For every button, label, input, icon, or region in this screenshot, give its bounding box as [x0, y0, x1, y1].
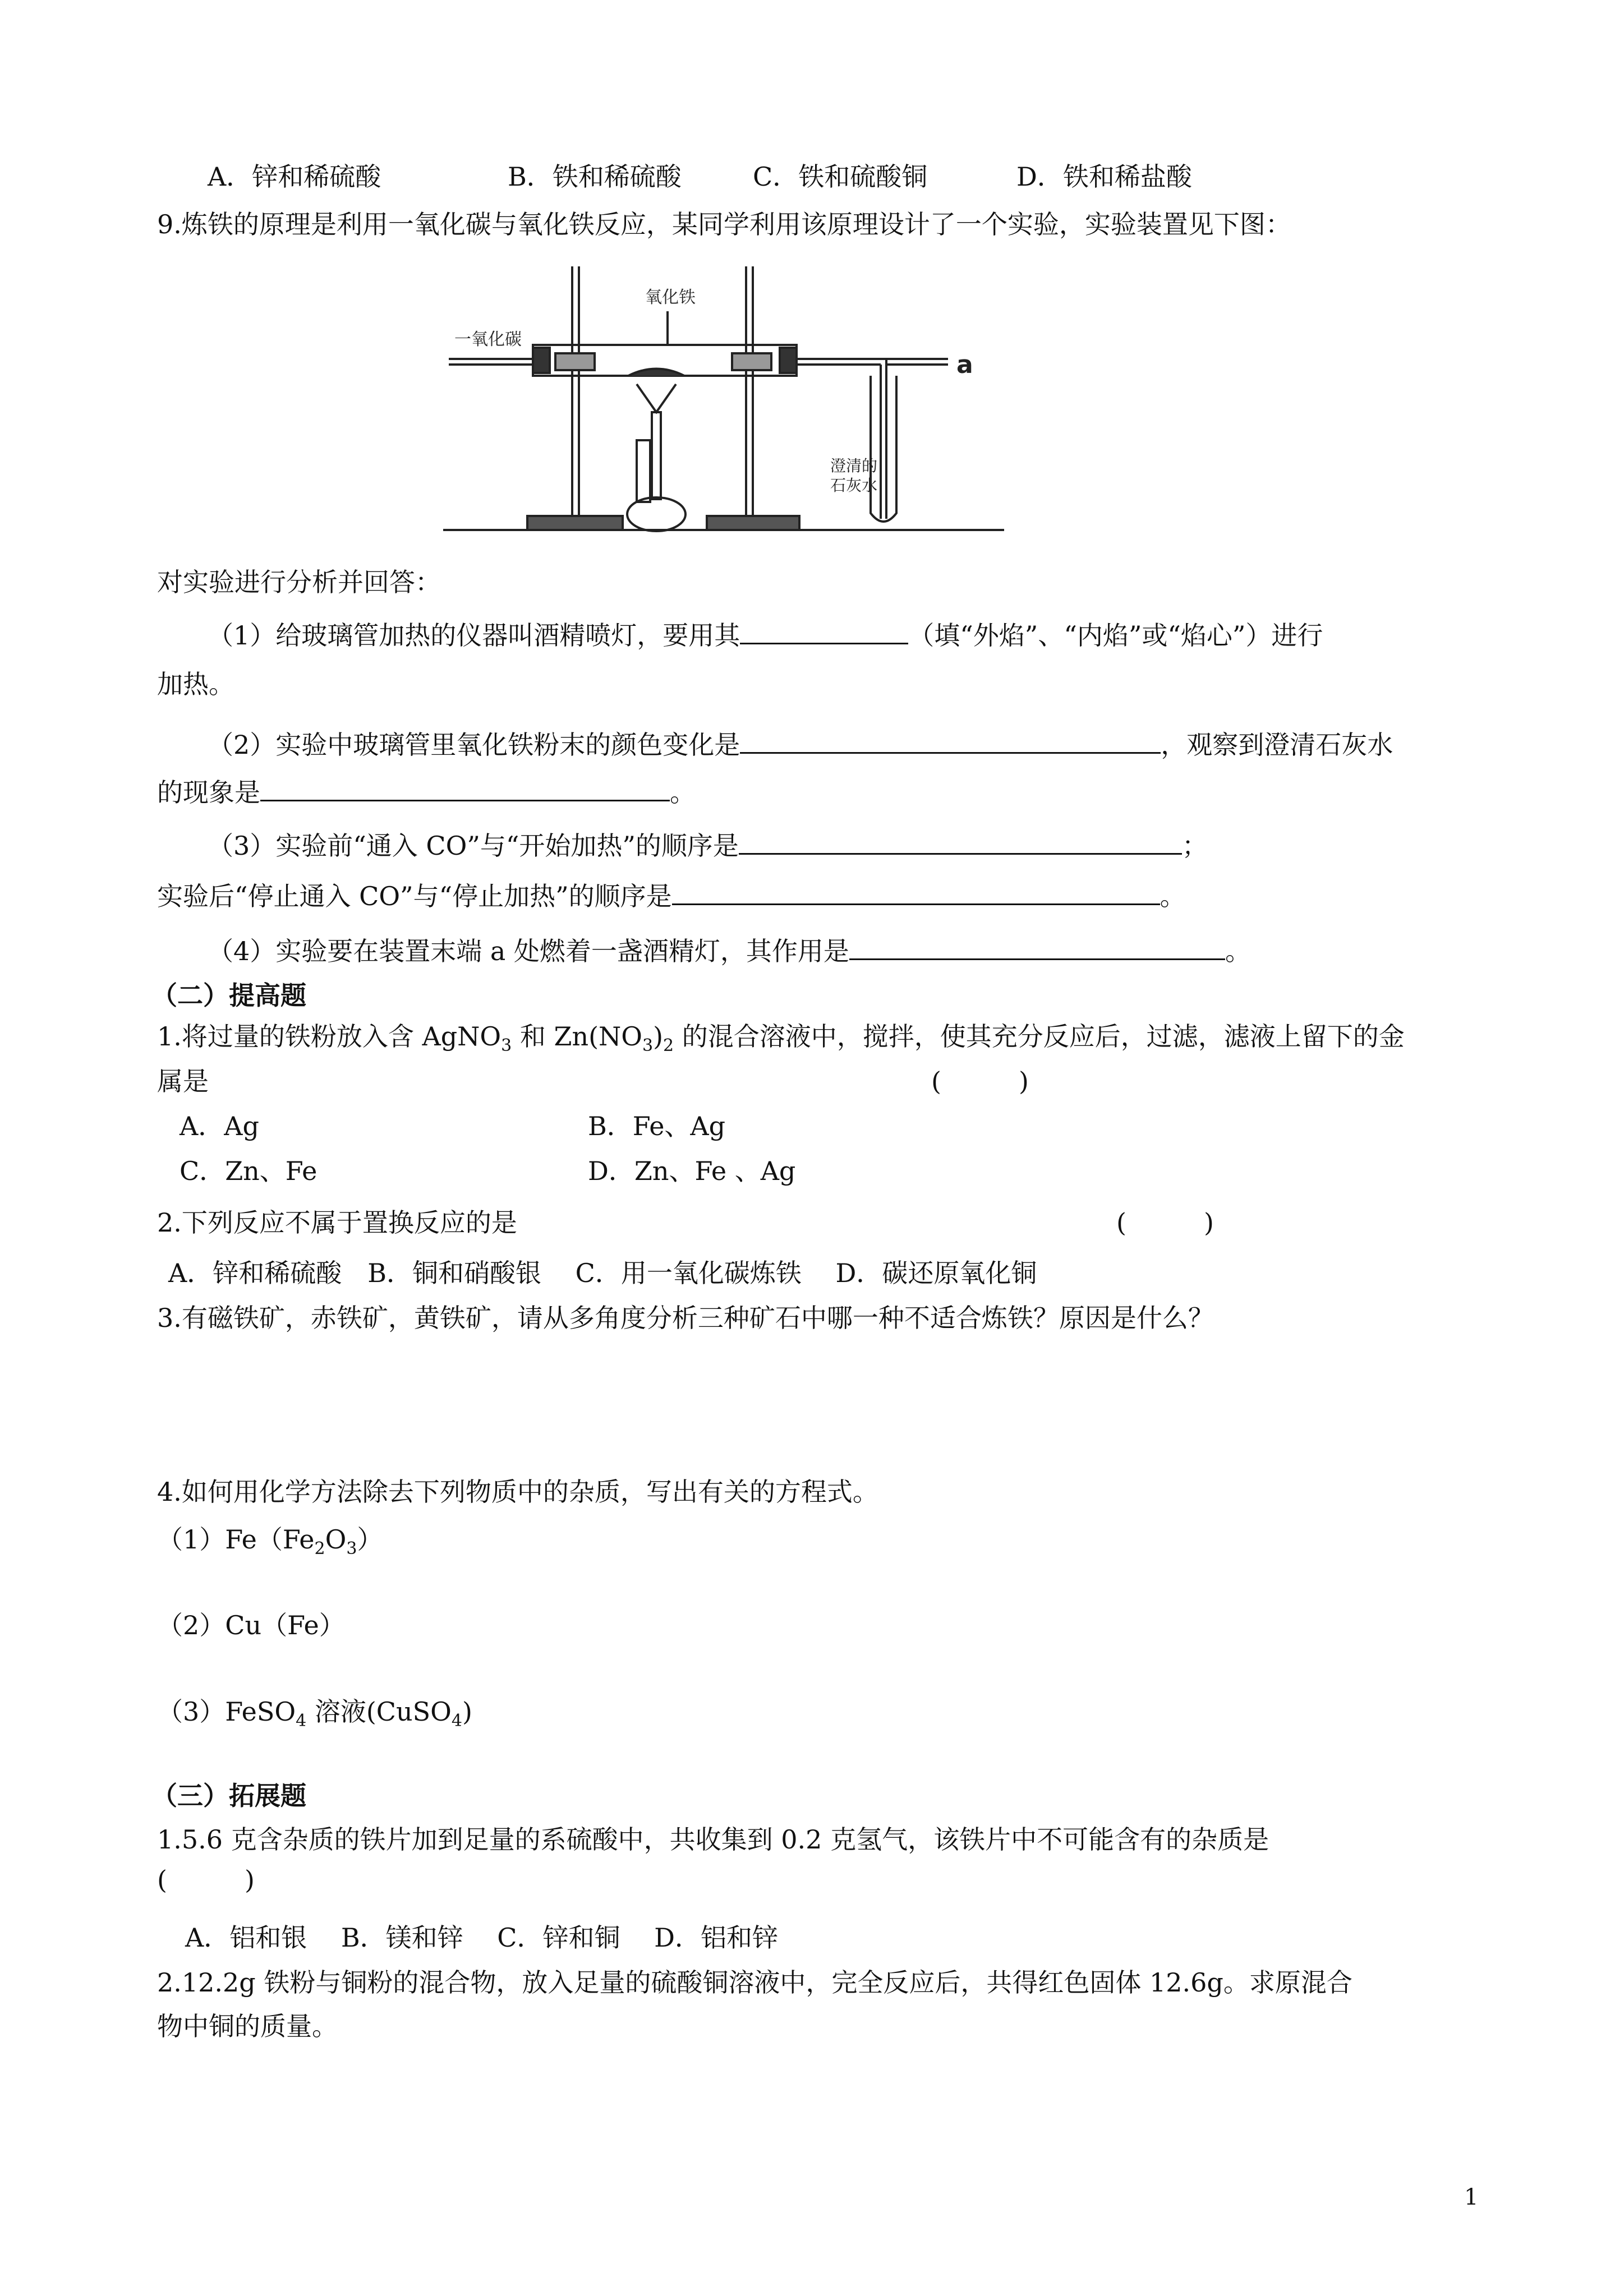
label-co: 一氧化碳 [454, 330, 522, 349]
s2-q1-paren[interactable]: ( ) [931, 1066, 1029, 1096]
subscript: 2 [663, 1036, 674, 1056]
answer-blank[interactable] [740, 617, 908, 644]
q9-p2-text-c: 的现象是 [157, 777, 260, 808]
text: （3）FeSO [157, 1696, 296, 1727]
label-fe2o3: 氧化铁 [645, 288, 696, 307]
q9-part3-cont [157, 878, 1186, 913]
answer-blank[interactable] [260, 774, 670, 801]
s2-q1-option-d: D．Zn、Fe 、Ag [588, 1156, 796, 1186]
q9-stem: 9.炼铁的原理是利用一氧化碳与氧化铁反应，某同学利用该原理设计了一个实验，实验装置见下图： [157, 209, 1291, 239]
s2-q4-stem: 4.如何用化学方法除去下列物质中的杂质，写出有关的方程式。 [157, 1477, 878, 1507]
s2-q4-item-3 [157, 1695, 472, 1738]
s3-q1-options: A．铝和银 B．镁和锌 C．锌和铜 D．铝和锌 [185, 1922, 778, 1953]
s2-q2-paren[interactable]: ( ) [1116, 1207, 1214, 1238]
q9-p1-text-c: 加热。 [157, 669, 234, 699]
s2-q1-text-e: 属是 [157, 1066, 209, 1096]
answer-blank[interactable] [672, 878, 1160, 905]
answer-blank[interactable] [849, 933, 1225, 960]
q9-part3 [208, 827, 1208, 863]
s2-q4-item-2: （2）Cu（Fe） [157, 1610, 345, 1640]
subscript: 3 [501, 1036, 512, 1056]
subscript: 3 [642, 1036, 654, 1056]
q8-option-b: B．铁和稀硫酸 [508, 162, 682, 192]
q9-part1 [208, 617, 1323, 652]
subscript: 4 [451, 1711, 462, 1731]
q9-part2-cont [157, 774, 696, 809]
q9-p2-text-b: ，观察到澄清石灰水 [1161, 730, 1393, 760]
s3-q2-line1: 2.12.2g 铁粉与铜粉的混合物，放入足量的硫酸铜溶液中，完全反应后，共得红色固体 12.6g。求原混合 [157, 1967, 1352, 1998]
q8-options [208, 160, 1192, 193]
text: ) [462, 1696, 472, 1727]
s2-q1-text-a: 1.将过量的铁粉放入含 AgNO [157, 1021, 502, 1052]
s2-q1-option-c: C．Zn、Fe [180, 1156, 318, 1186]
apparatus-diagram [443, 255, 1004, 536]
q9-part4 [208, 933, 1251, 968]
s2-q1-text-d: 的混合溶液中，搅拌，使其充分反应后，过滤，滤液上留下的金 [674, 1021, 1405, 1052]
q8-option-c: C．铁和硫酸铜 [753, 162, 928, 192]
subscript: 2 [314, 1539, 325, 1559]
q9-intro: 对实验进行分析并回答： [157, 567, 441, 597]
text: 溶液(CuSO [306, 1696, 452, 1727]
s2-q1-line1 [157, 1020, 1405, 1063]
s3-q1-stem: 1.5.6 克含杂质的铁片加到足量的系硫酸中，共收集到 0.2 克氢气，该铁片中不可能含有的杂质是 [157, 1824, 1269, 1855]
q9-part2 [208, 726, 1393, 762]
label-limewater-2: 石灰水 [830, 476, 878, 495]
q8-option-d: D．铁和稀盐酸 [1016, 162, 1192, 192]
q8-option-a: A．锌和稀硫酸 [208, 162, 381, 192]
s2-q1-option-a: A．Ag [180, 1111, 259, 1141]
q9-p3-text-c: 实验后“停止通入 CO”与“停止加热”的顺序是 [157, 881, 672, 911]
s2-q1-text-b: 和 Zn(NO [512, 1021, 642, 1052]
q9-p1-text-a: （1）给玻璃管加热的仪器叫酒精喷灯，要用其 [208, 620, 740, 651]
text: ） [357, 1524, 383, 1555]
section-2-title: （二）提高题 [151, 980, 306, 1011]
subscript: 4 [296, 1711, 307, 1731]
s2-q4-item-1 [157, 1523, 383, 1566]
q9-p3-text-a: （3）实验前“通入 CO”与“开始加热”的顺序是 [208, 831, 739, 861]
q9-p1-text-b: （填“外焰”、“内焰”或“焰心”）进行 [908, 620, 1323, 651]
label-limewater-1: 澄清的 [830, 457, 878, 475]
answer-blank[interactable] [740, 726, 1161, 754]
label-a: a [956, 351, 973, 379]
s2-q1-option-b: B．Fe、Ag [588, 1111, 726, 1141]
s3-q2-line2: 物中铜的质量。 [157, 2011, 338, 2041]
section-3-title: （三）拓展题 [151, 1781, 306, 1811]
text: O [325, 1524, 347, 1555]
s2-q2-options: A．锌和稀硫酸 B．铜和硝酸银 C．用一氧化碳炼铁 D．碳还原氧化铜 [168, 1258, 1037, 1288]
q9-p4-text-b: 。 [1225, 936, 1251, 966]
subscript: 3 [346, 1539, 357, 1559]
s2-q2-stem: 2.下列反应不属于置换反应的是 [157, 1207, 517, 1238]
q9-p4-text-a: （4）实验要在装置末端 a 处燃着一盏酒精灯，其作用是 [208, 936, 849, 966]
q9-p3-text-d: 。 [1160, 881, 1186, 911]
q9-p2-text-d: 。 [670, 777, 696, 808]
q9-p2-text-a: （2）实验中玻璃管里氧化铁粉末的颜色变化是 [208, 730, 740, 760]
text: （1）Fe（Fe [157, 1524, 315, 1555]
answer-blank[interactable] [739, 827, 1182, 855]
q9-p3-text-b: ； [1181, 831, 1208, 861]
s2-q1-text-c: ) [653, 1021, 664, 1052]
page-number: 1 [1464, 2184, 1479, 2210]
s2-q3-stem: 3.有磁铁矿，赤铁矿，黄铁矿，请从多角度分析三种矿石中哪一种不适合炼铁？原因是什么？ [157, 1303, 1214, 1333]
s3-q1-paren[interactable]: ( ) [157, 1865, 255, 1895]
